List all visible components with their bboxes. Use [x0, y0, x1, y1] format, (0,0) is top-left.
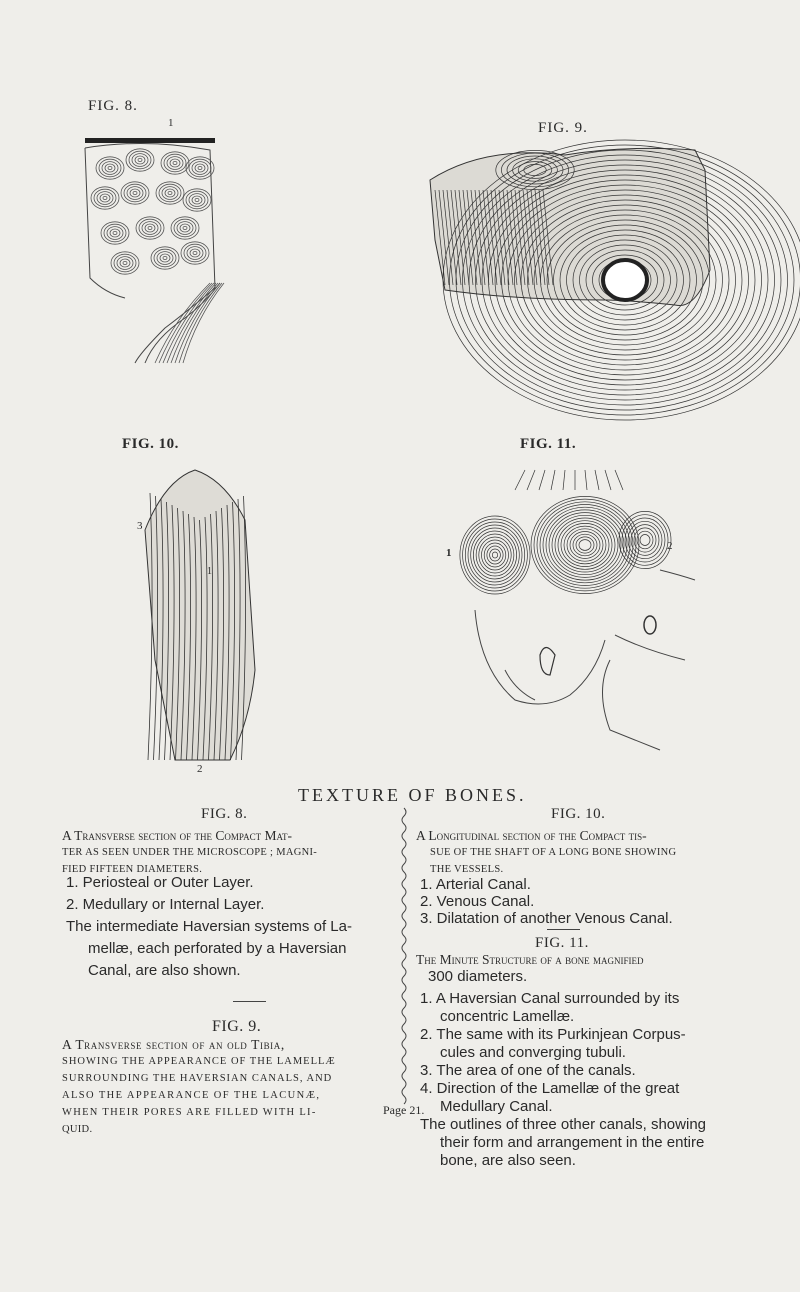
fig9-caption-line: QUID.	[62, 1124, 93, 1135]
paragraph-line: The intermediate Haversian systems of La-	[66, 918, 352, 935]
fig9-illustration	[425, 150, 715, 315]
fig10-heading: FIG. 10.	[551, 806, 606, 822]
fig9-label: FIG. 9.	[538, 120, 588, 136]
list-item: 1. Arterial Canal.	[420, 876, 531, 893]
list-item: 1. Periosteal or Outer Layer.	[66, 874, 254, 891]
fig10-label: FIG. 10.	[122, 436, 179, 452]
list-item: 4. Direction of the Lamellæ of the great	[420, 1080, 680, 1097]
paragraph-line: Canal, are also shown.	[88, 962, 241, 979]
list-item: 2. Venous Canal.	[420, 893, 535, 910]
fig9-caption-line: SHOWING THE APPEARANCE OF THE LAMELLÆ	[62, 1056, 336, 1067]
fig9-caption-line: A Transverse section of an old Tibia,	[62, 1037, 285, 1052]
fig9-heading: FIG. 9.	[212, 1018, 262, 1035]
fig10-number-3: 3	[137, 520, 143, 532]
fig8-caption	[62, 827, 397, 878]
fig8-caption-line: TER AS SEEN UNDER THE MICROSCOPE ; MAGNI-	[62, 847, 318, 858]
list-item: 2. The same with its Purkinjean Corpus-	[420, 1026, 686, 1043]
fig8-caption-line	[62, 827, 397, 844]
fig11-heading: FIG. 11.	[535, 935, 589, 951]
list-item: 2. Medullary or Internal Layer.	[66, 896, 265, 913]
fig8-label: FIG. 8.	[88, 98, 138, 114]
fig11-caption	[416, 951, 756, 986]
caption-text: A Transverse section of the Compact Mat-	[62, 828, 292, 843]
page-title: TEXTURE OF BONES.	[298, 785, 527, 805]
fig8-number-1: 1	[168, 117, 174, 129]
fig10-caption	[416, 827, 746, 878]
fig10-caption-line: SUE OF THE SHAFT OF A LONG BONE SHOWING	[430, 847, 677, 858]
paragraph-line: mellæ, each perforated by a Haversian	[88, 940, 347, 957]
fig10-illustration	[135, 460, 265, 770]
list-item: cules and converging tubuli.	[440, 1044, 626, 1061]
divider	[547, 929, 580, 930]
list-item: Medullary Canal.	[440, 1098, 553, 1115]
fig11-label: FIG. 11.	[520, 436, 577, 452]
fig11-items	[420, 990, 706, 1170]
fig9-caption-line: ALSO THE APPEARANCE OF THE LACUNÆ,	[62, 1090, 321, 1101]
list-item: 3. The area of one of the canals.	[420, 1062, 636, 1079]
paragraph-line: The outlines of three other canals, showing	[420, 1116, 707, 1133]
fig8-heading: FIG. 8.	[201, 806, 248, 822]
paragraph-line: bone, are also seen.	[440, 1152, 576, 1169]
list-item: 1. A Haversian Canal surrounded by its	[420, 990, 680, 1007]
fig8-illustration	[85, 138, 225, 363]
fig9-caption-line: WHEN THEIR PORES ARE FILLED WITH LI-	[62, 1107, 317, 1118]
fig10-number-1: 1	[207, 566, 212, 577]
fig9-caption	[62, 1036, 402, 1138]
fig8-caption-line: FIED FIFTEEN DIAMETERS.	[62, 864, 203, 875]
fig10-caption-line: A Longitudinal section of the Compact tis-	[416, 828, 647, 843]
fig11-number-2: 2	[667, 540, 673, 552]
page-number: Page 21.	[383, 1103, 425, 1117]
fig11-illustration	[445, 460, 725, 755]
fig10-caption-line: THE VESSELS.	[430, 864, 504, 875]
fig11-caption-line: 300 diameters.	[428, 968, 528, 985]
paragraph-line: their form and arrangement in the entire	[440, 1134, 705, 1151]
list-item: 3. Dilatation of another Venous Canal.	[420, 910, 673, 927]
fig11-number-1: 1	[446, 547, 452, 559]
fig9-caption-line: SURROUNDING THE HAVERSIAN CANALS, AND	[62, 1073, 333, 1084]
divider	[233, 1001, 266, 1002]
fig11-caption-line: The Minute Structure of a bone magnified	[416, 952, 644, 967]
list-item: concentric Lamellæ.	[440, 1008, 575, 1025]
fig10-number-2: 2	[197, 763, 203, 775]
